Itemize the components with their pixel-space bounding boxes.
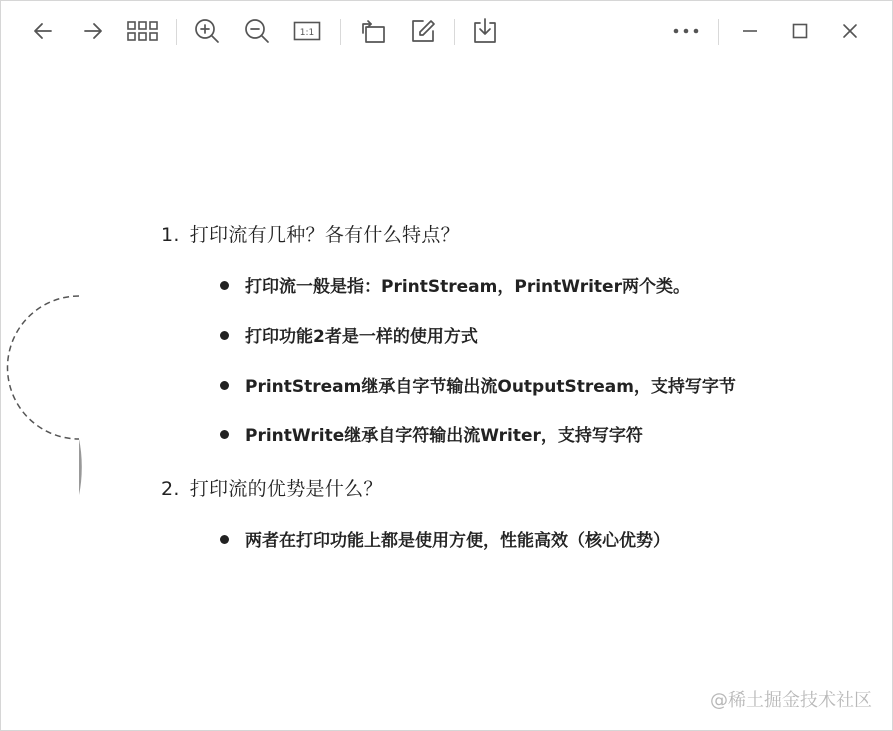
rotate-button[interactable] [355, 13, 391, 49]
image-content [1, 63, 892, 730]
list-item [220, 272, 690, 297]
bullet-icon [220, 331, 229, 340]
close-icon [841, 22, 859, 40]
question-1 [161, 220, 460, 247]
grid-view-button[interactable] [125, 13, 161, 49]
question-2 [161, 474, 383, 501]
bullet-icon [220, 381, 229, 390]
bullet-icon [220, 281, 229, 290]
forward-arrow-icon [81, 19, 105, 43]
question-text: 打印流的优势是什么？ [189, 478, 383, 500]
more-button[interactable] [668, 13, 704, 49]
zoom-in-icon [193, 17, 221, 45]
zoom-out-button[interactable] [239, 13, 275, 49]
maximize-icon [791, 22, 809, 40]
toolbar-separator [718, 19, 719, 45]
actual-size-button[interactable] [289, 13, 325, 49]
actual-size-icon [293, 20, 321, 42]
toolbar-separator [340, 19, 341, 45]
list-item [220, 372, 736, 397]
question-number: 2. [161, 478, 180, 500]
edit-icon [410, 18, 436, 44]
toolbar [1, 1, 892, 63]
maximize-button[interactable] [782, 13, 818, 49]
list-item [220, 526, 670, 551]
list-item [220, 421, 643, 446]
list-item-text: 打印流一般是指：PrintStream，PrintWriter两个类。 [245, 277, 690, 297]
more-icon [672, 27, 700, 35]
rotate-icon [359, 17, 387, 45]
minimize-icon [741, 22, 759, 40]
download-icon [472, 17, 498, 45]
back-arrow-icon [31, 19, 55, 43]
forward-button[interactable] [75, 13, 111, 49]
bullet-icon [220, 430, 229, 439]
toolbar-separator [176, 19, 177, 45]
question-number: 1. [161, 224, 180, 246]
list-item [220, 322, 478, 347]
list-item-text: 打印功能2者是一样的使用方式 [245, 327, 478, 347]
list-item-text: 两者在打印功能上都是使用方便，性能高效（核心优势） [245, 531, 670, 551]
watermark: @稀土掘金技术社区 [710, 690, 872, 711]
question-text: 打印流有几种？各有什么特点？ [189, 224, 460, 246]
list-item-text: PrintStream继承自字节输出流OutputStream，支持写字节 [245, 377, 736, 397]
zoom-in-button[interactable] [189, 13, 225, 49]
edit-button[interactable] [405, 13, 441, 49]
bullet-icon [220, 535, 229, 544]
zoom-out-icon [243, 17, 271, 45]
list-item-text: PrintWrite继承自字符输出流Writer，支持写字符 [245, 426, 643, 446]
actual-size-label: 1:1 [299, 28, 315, 38]
grid-view-icon [127, 20, 159, 42]
toolbar-separator [454, 19, 455, 45]
close-button[interactable] [832, 13, 868, 49]
back-button[interactable] [25, 13, 61, 49]
download-button[interactable] [467, 13, 503, 49]
decorative-arc [1, 63, 151, 503]
minimize-button[interactable] [732, 13, 768, 49]
